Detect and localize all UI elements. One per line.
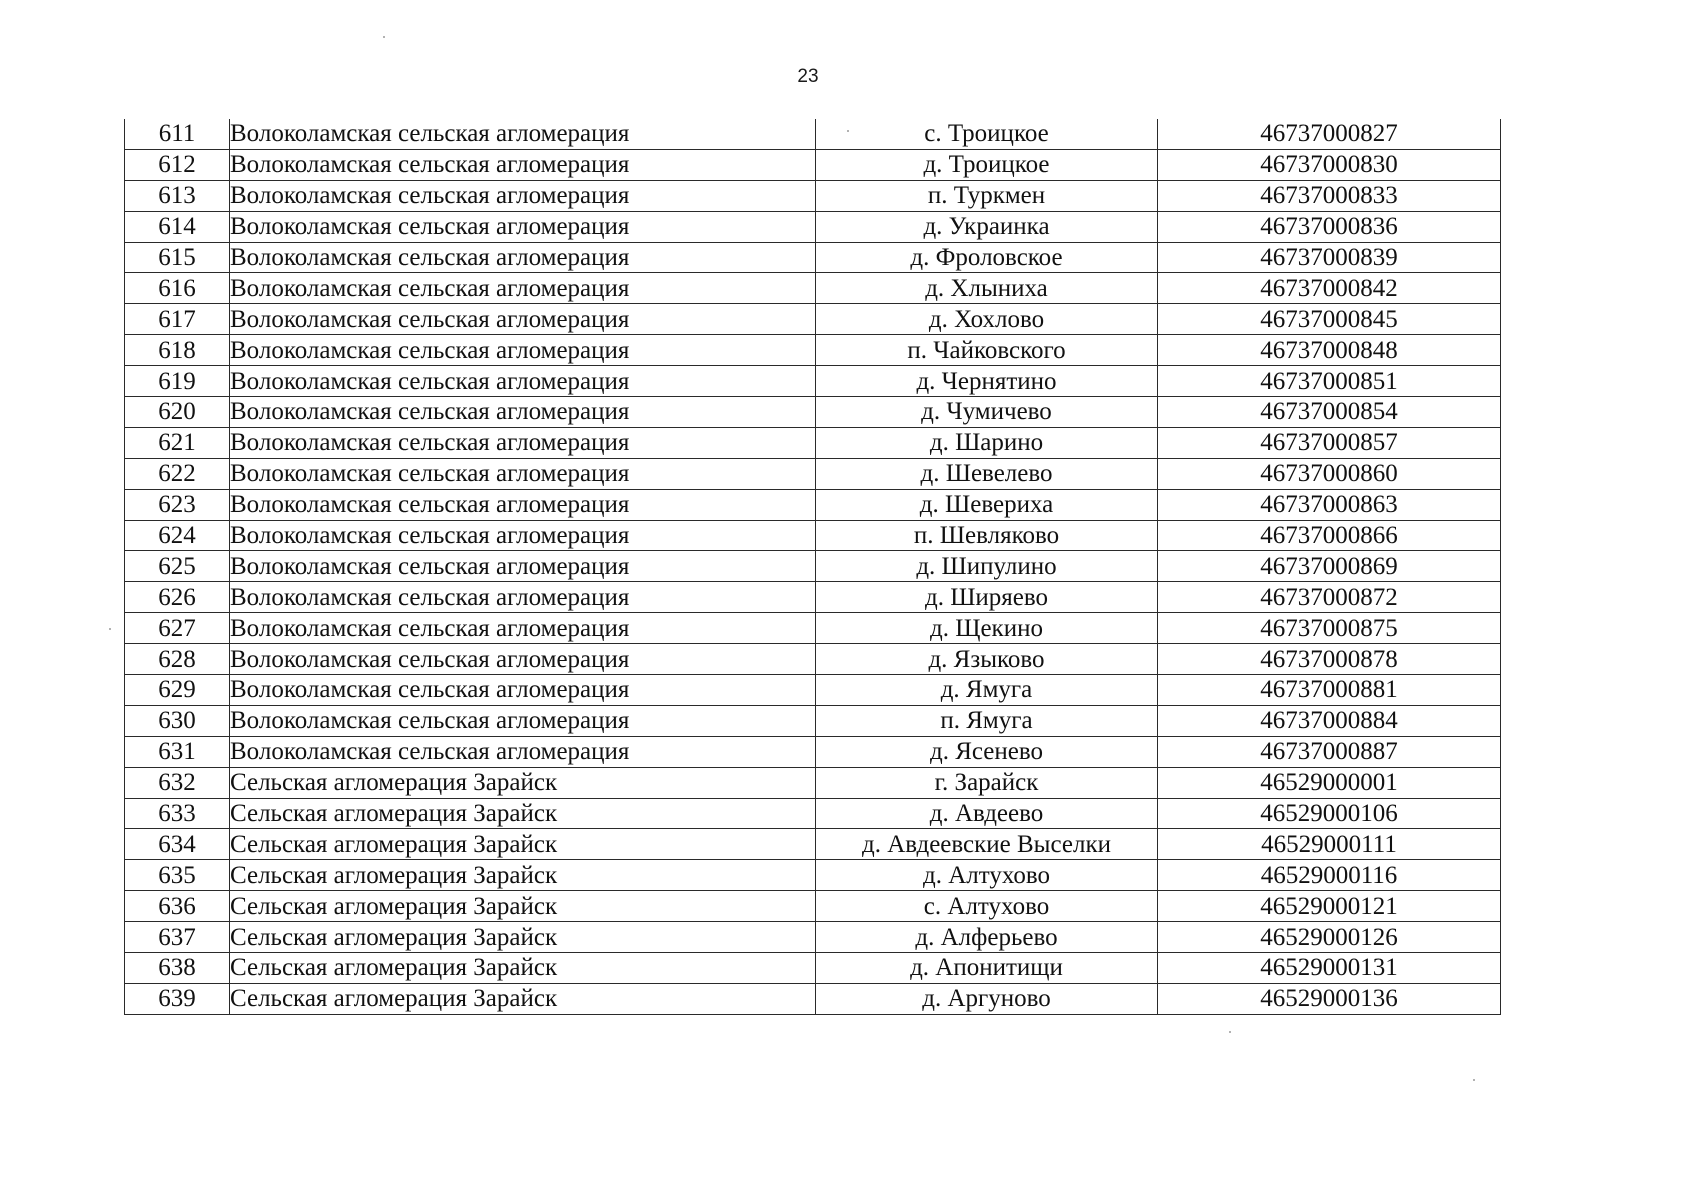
oktmo-code-cell: 46529000116 (1158, 860, 1501, 891)
table-row (125, 397, 1501, 428)
table-row (125, 273, 1501, 304)
oktmo-code-cell: 46737000872 (1158, 582, 1501, 613)
table-row (125, 304, 1501, 335)
oktmo-code-cell: 46737000854 (1158, 397, 1501, 428)
scan-speck (109, 628, 111, 630)
locality-cell: д. Шипулино (816, 551, 1158, 582)
row-number-cell: 635 (125, 860, 230, 891)
agglomeration-cell: Волоколамская сельская агломерация (230, 304, 816, 335)
agglomeration-cell: Волоколамская сельская агломерация (230, 644, 816, 675)
oktmo-code-cell: 46529000126 (1158, 922, 1501, 953)
agglomeration-cell: Волоколамская сельская агломерация (230, 211, 816, 242)
locality-cell: д. Ясенево (816, 736, 1158, 767)
row-number-cell: 631 (125, 736, 230, 767)
agglomeration-cell: Волоколамская сельская агломерация (230, 273, 816, 304)
locality-cell: д. Шевериха (816, 489, 1158, 520)
locality-cell: с. Алтухово (816, 891, 1158, 922)
oktmo-code-cell: 46529000106 (1158, 798, 1501, 829)
agglomeration-cell: Волоколамская сельская агломерация (230, 458, 816, 489)
locality-cell: д. Ямуга (816, 675, 1158, 706)
table-row (125, 551, 1501, 582)
row-number-cell: 633 (125, 798, 230, 829)
locality-cell: д. Щекино (816, 613, 1158, 644)
locality-cell: с. Троицкое (816, 119, 1158, 149)
row-number-cell: 620 (125, 397, 230, 428)
agglomeration-cell: Сельская агломерация Зарайск (230, 983, 816, 1014)
agglomeration-cell: Волоколамская сельская агломерация (230, 520, 816, 551)
row-number-cell: 632 (125, 767, 230, 798)
scan-speck (1473, 1079, 1475, 1081)
row-number-cell: 639 (125, 983, 230, 1014)
agglomeration-cell: Волоколамская сельская агломерация (230, 119, 816, 149)
oktmo-code-cell: 46737000887 (1158, 736, 1501, 767)
scan-speck (383, 36, 385, 38)
agglomeration-cell: Сельская агломерация Зарайск (230, 767, 816, 798)
locality-cell: п. Чайковского (816, 335, 1158, 366)
table-row (125, 613, 1501, 644)
table-row (125, 953, 1501, 984)
scan-speck (1229, 1031, 1231, 1033)
table-row (125, 860, 1501, 891)
agglomeration-cell: Волоколамская сельская агломерация (230, 180, 816, 211)
oktmo-code-cell: 46737000833 (1158, 180, 1501, 211)
agglomeration-cell: Сельская агломерация Зарайск (230, 922, 816, 953)
locality-cell: д. Ширяево (816, 582, 1158, 613)
row-number-cell: 625 (125, 551, 230, 582)
table-row (125, 335, 1501, 366)
oktmo-code-cell: 46737000860 (1158, 458, 1501, 489)
agglomeration-cell: Волоколамская сельская агломерация (230, 582, 816, 613)
agglomeration-cell: Волоколамская сельская агломерация (230, 242, 816, 273)
table-row (125, 458, 1501, 489)
row-number-cell: 618 (125, 335, 230, 366)
locality-cell: д. Шевелево (816, 458, 1158, 489)
oktmo-code-cell: 46737000875 (1158, 613, 1501, 644)
settlements-table (124, 119, 1501, 1015)
agglomeration-cell: Волоколамская сельская агломерация (230, 397, 816, 428)
agglomeration-cell: Сельская агломерация Зарайск (230, 829, 816, 860)
row-number-cell: 622 (125, 458, 230, 489)
page-number: 23 (797, 66, 819, 87)
oktmo-code-cell: 46737000863 (1158, 489, 1501, 520)
table-row (125, 891, 1501, 922)
agglomeration-cell: Волоколамская сельская агломерация (230, 489, 816, 520)
row-number-cell: 615 (125, 242, 230, 273)
agglomeration-cell: Сельская агломерация Зарайск (230, 953, 816, 984)
row-number-cell: 621 (125, 427, 230, 458)
table-row (125, 644, 1501, 675)
locality-cell: д. Хлыниха (816, 273, 1158, 304)
agglomeration-cell: Волоколамская сельская агломерация (230, 551, 816, 582)
oktmo-code-cell: 46529000136 (1158, 983, 1501, 1014)
row-number-cell: 638 (125, 953, 230, 984)
agglomeration-cell: Волоколамская сельская агломерация (230, 427, 816, 458)
table-row (125, 242, 1501, 273)
locality-cell: д. Хохлово (816, 304, 1158, 335)
locality-cell: д. Чернятино (816, 366, 1158, 397)
oktmo-code-cell: 46529000131 (1158, 953, 1501, 984)
scan-speck (847, 130, 849, 132)
row-number-cell: 613 (125, 180, 230, 211)
table-row (125, 922, 1501, 953)
oktmo-code-cell: 46737000839 (1158, 242, 1501, 273)
agglomeration-cell: Волоколамская сельская агломерация (230, 335, 816, 366)
locality-cell: д. Языково (816, 644, 1158, 675)
locality-cell: д. Аргуново (816, 983, 1158, 1014)
oktmo-code-cell: 46737000836 (1158, 211, 1501, 242)
oktmo-code-cell: 46737000851 (1158, 366, 1501, 397)
oktmo-code-cell: 46529000121 (1158, 891, 1501, 922)
table-row (125, 489, 1501, 520)
agglomeration-cell: Сельская агломерация Зарайск (230, 798, 816, 829)
row-number-cell: 623 (125, 489, 230, 520)
locality-cell: п. Шевляково (816, 520, 1158, 551)
oktmo-code-cell: 46737000884 (1158, 705, 1501, 736)
row-number-cell: 619 (125, 366, 230, 397)
oktmo-code-cell: 46737000869 (1158, 551, 1501, 582)
locality-cell: д. Алферьево (816, 922, 1158, 953)
oktmo-code-cell: 46737000842 (1158, 273, 1501, 304)
oktmo-code-cell: 46737000845 (1158, 304, 1501, 335)
row-number-cell: 617 (125, 304, 230, 335)
row-number-cell: 626 (125, 582, 230, 613)
table-row (125, 180, 1501, 211)
table-row (125, 983, 1501, 1014)
agglomeration-cell: Волоколамская сельская агломерация (230, 736, 816, 767)
oktmo-code-cell: 46737000848 (1158, 335, 1501, 366)
agglomeration-cell: Волоколамская сельская агломерация (230, 675, 816, 706)
row-number-cell: 634 (125, 829, 230, 860)
row-number-cell: 636 (125, 891, 230, 922)
oktmo-code-cell: 46529000001 (1158, 767, 1501, 798)
locality-cell: д. Троицкое (816, 149, 1158, 180)
oktmo-code-cell: 46737000866 (1158, 520, 1501, 551)
table-row (125, 829, 1501, 860)
locality-cell: п. Туркмен (816, 180, 1158, 211)
locality-cell: д. Чумичево (816, 397, 1158, 428)
table-row (125, 705, 1501, 736)
locality-cell: п. Ямуга (816, 705, 1158, 736)
locality-cell: д. Авдеевские Выселки (816, 829, 1158, 860)
table-row (125, 366, 1501, 397)
table-row (125, 211, 1501, 242)
table-row (125, 767, 1501, 798)
table-row (125, 119, 1501, 149)
locality-cell: д. Алтухово (816, 860, 1158, 891)
oktmo-code-cell: 46529000111 (1158, 829, 1501, 860)
row-number-cell: 624 (125, 520, 230, 551)
locality-cell: д. Авдеево (816, 798, 1158, 829)
agglomeration-cell: Волоколамская сельская агломерация (230, 613, 816, 644)
table-row (125, 736, 1501, 767)
table-row (125, 675, 1501, 706)
row-number-cell: 629 (125, 675, 230, 706)
row-number-cell: 630 (125, 705, 230, 736)
locality-cell: г. Зарайск (816, 767, 1158, 798)
agglomeration-cell: Волоколамская сельская агломерация (230, 149, 816, 180)
row-number-cell: 627 (125, 613, 230, 644)
oktmo-code-cell: 46737000830 (1158, 149, 1501, 180)
settlements-table-body (125, 119, 1501, 1014)
row-number-cell: 614 (125, 211, 230, 242)
oktmo-code-cell: 46737000881 (1158, 675, 1501, 706)
row-number-cell: 612 (125, 149, 230, 180)
agglomeration-cell: Волоколамская сельская агломерация (230, 366, 816, 397)
oktmo-code-cell: 46737000827 (1158, 119, 1501, 149)
oktmo-code-cell: 46737000857 (1158, 427, 1501, 458)
locality-cell: д. Украинка (816, 211, 1158, 242)
row-number-cell: 611 (125, 119, 230, 149)
locality-cell: д. Шарино (816, 427, 1158, 458)
table-row (125, 798, 1501, 829)
oktmo-code-cell: 46737000878 (1158, 644, 1501, 675)
table-row (125, 427, 1501, 458)
table-row (125, 149, 1501, 180)
agglomeration-cell: Сельская агломерация Зарайск (230, 860, 816, 891)
locality-cell: д. Апонитищи (816, 953, 1158, 984)
agglomeration-cell: Сельская агломерация Зарайск (230, 891, 816, 922)
row-number-cell: 616 (125, 273, 230, 304)
row-number-cell: 637 (125, 922, 230, 953)
locality-cell: д. Фроловское (816, 242, 1158, 273)
row-number-cell: 628 (125, 644, 230, 675)
agglomeration-cell: Волоколамская сельская агломерация (230, 705, 816, 736)
table-row (125, 520, 1501, 551)
table-row (125, 582, 1501, 613)
